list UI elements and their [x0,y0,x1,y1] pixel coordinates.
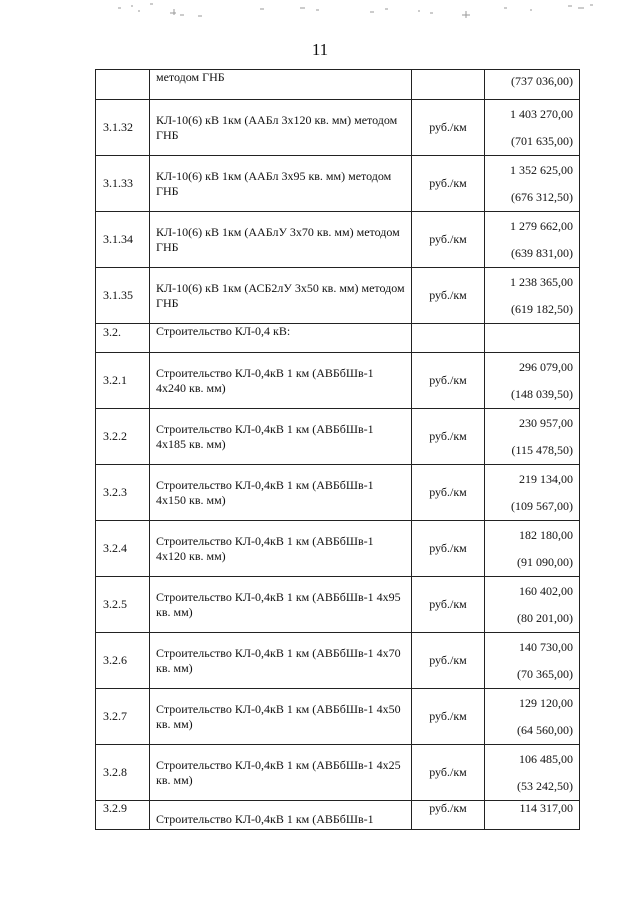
item-price-cell [485,324,580,353]
table-row [96,100,580,156]
item-number: 3.2.3 [96,465,150,521]
item-price: 219 134,00 [519,471,573,486]
item-unit: руб./км [412,353,485,409]
item-description: Строительство КЛ-0,4кВ 1 км (АВБбШв-1 4х150 кв. мм) [150,465,412,521]
item-price-alt: (737 036,00) [511,74,573,88]
item-price-cell [485,156,580,212]
item-number: 3.2.8 [96,745,150,801]
item-number [96,70,150,100]
item-number: 3.1.34 [96,212,150,268]
item-price-alt: (70 365,00) [517,666,573,681]
item-price-alt: (701 635,00) [511,133,573,148]
item-number: 3.2.6 [96,633,150,689]
item-price-alt: (109 567,00) [511,498,573,513]
table-row [96,70,580,100]
item-price-cell [485,70,580,100]
item-price: 1 238 365,00 [510,274,573,289]
item-description: Строительство КЛ-0,4кВ 1 км (АВБбШв-1 4х185 кв. мм) [150,409,412,465]
item-price-alt: (619 182,50) [511,301,573,316]
item-price-cell [485,689,580,745]
item-unit [412,70,485,100]
item-description: Строительство КЛ-0,4кВ 1 км (АВБбШв-1 [150,801,412,830]
item-price-cell [485,521,580,577]
table-row [96,521,580,577]
item-description: Строительство КЛ-0,4кВ 1 км (АВБбШв-1 4х50 кв. мм) [150,689,412,745]
item-price-cell [485,465,580,521]
item-price-alt: (148 039,50) [511,386,573,401]
item-description: КЛ-10(6) кВ 1км (АСБ2лУ 3х50 кв. мм) методом ГНБ [150,268,412,324]
item-unit: руб./км [412,100,485,156]
table-row [96,689,580,745]
item-unit: руб./км [412,633,485,689]
item-number: 3.2.9 [96,801,150,830]
page-number: 11 [311,40,329,59]
item-price: 296 079,00 [519,359,573,374]
item-number: 3.2.4 [96,521,150,577]
item-price-alt: (53 242,50) [517,778,573,793]
item-number: 3.1.35 [96,268,150,324]
item-unit: руб./км [412,689,485,745]
item-price: 106 485,00 [519,751,573,766]
item-price-alt: (91 090,00) [517,554,573,569]
item-price-cell [485,100,580,156]
item-price-alt: (115 478,50) [511,442,573,457]
item-description: методом ГНБ [150,70,412,100]
item-unit: руб./км [412,577,485,633]
item-unit: руб./км [412,156,485,212]
item-unit: руб./км [412,465,485,521]
item-price: 160 402,00 [519,583,573,598]
item-price: 182 180,00 [519,527,573,542]
table-row [96,268,580,324]
item-price: 129 120,00 [519,695,573,710]
item-price: 1 352 625,00 [510,162,573,177]
item-price-alt: (64 560,00) [517,722,573,737]
item-price: 1 403 270,00 [510,106,573,121]
item-unit: руб./км [412,521,485,577]
table-row [96,577,580,633]
item-number: 3.2.2 [96,409,150,465]
item-price-cell [485,409,580,465]
section-row [96,324,580,353]
table-row [96,633,580,689]
item-price-cell [485,353,580,409]
item-price-cell [485,745,580,801]
table-row [96,801,580,830]
item-unit: руб./км [412,212,485,268]
item-unit [412,324,485,353]
item-price: 140 730,00 [519,639,573,654]
item-price-cell [485,633,580,689]
item-number: 3.1.32 [96,100,150,156]
item-description: КЛ-10(6) кВ 1км (ААБл 3х120 кв. мм) методом ГНБ [150,100,412,156]
item-description: Строительство КЛ-0,4кВ 1 км (АВБбШв-1 4х95 кв. мм) [150,577,412,633]
item-description: Строительство КЛ-0,4кВ 1 км (АВБбШв-1 4х25 кв. мм) [150,745,412,801]
item-number: 3.2.1 [96,353,150,409]
item-number: 3.1.33 [96,156,150,212]
item-description: Строительство КЛ-0,4кВ 1 км (АВБбШв-1 4х70 кв. мм) [150,633,412,689]
item-price-alt: (80 201,00) [517,610,573,625]
item-description: Строительство КЛ-0,4кВ 1 км (АВБбШв-1 4х240 кв. мм) [150,353,412,409]
table-row [96,465,580,521]
item-price-alt: (639 831,00) [511,245,573,260]
item-price-alt: (676 312,50) [511,189,573,204]
item-price-cell [485,801,580,830]
table-row [96,745,580,801]
item-unit: руб./км [412,268,485,324]
item-price: 114 317,00 [519,801,573,815]
scan-noise [0,0,640,22]
section-number: 3.2. [96,324,150,353]
item-unit: руб./км [412,745,485,801]
item-price: 230 957,00 [519,415,573,430]
item-number: 3.2.7 [96,689,150,745]
item-price-cell [485,268,580,324]
item-number: 3.2.5 [96,577,150,633]
item-description: Строительство КЛ-0,4кВ 1 км (АВБбШв-1 4х120 кв. мм) [150,521,412,577]
price-table [95,69,580,830]
item-price-cell [485,577,580,633]
item-unit: руб./км [412,409,485,465]
table-row [96,212,580,268]
table-row [96,156,580,212]
item-description: КЛ-10(6) кВ 1км (ААБл 3х95 кв. мм) методом ГНБ [150,156,412,212]
section-title: Строительство КЛ-0,4 кВ: [150,324,412,353]
table-row [96,409,580,465]
item-description: КЛ-10(6) кВ 1км (ААБлУ 3х70 кв. мм) методом ГНБ [150,212,412,268]
table-row [96,353,580,409]
item-price-cell [485,212,580,268]
item-price: 1 279 662,00 [510,218,573,233]
item-unit: руб./км [412,801,485,830]
